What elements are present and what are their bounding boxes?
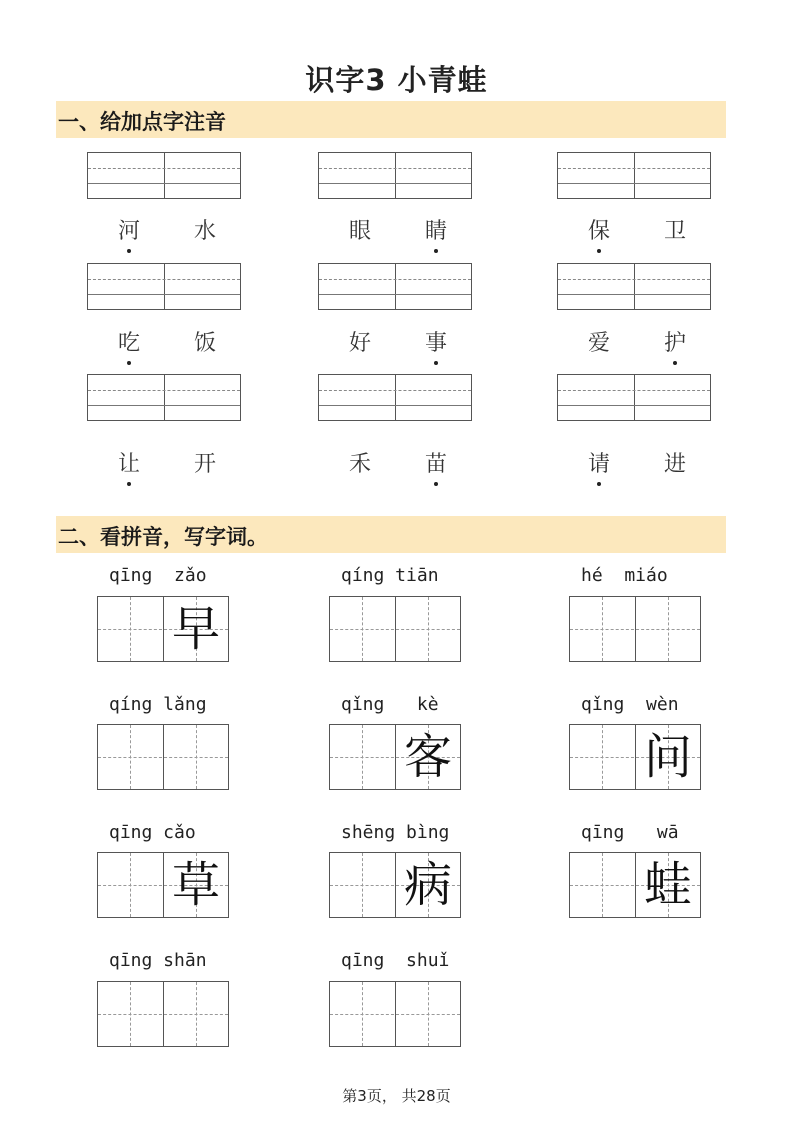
pinyin-writing-grid[interactable] <box>557 263 711 310</box>
character: 饭 <box>193 331 216 356</box>
word-item <box>318 326 472 360</box>
dotted-character: 河 <box>109 214 149 245</box>
written-character <box>570 725 636 789</box>
written-character: 蛙 <box>643 857 692 913</box>
character-writing-box[interactable] <box>569 852 701 918</box>
written-character <box>163 725 229 789</box>
word-item <box>87 326 241 360</box>
dotted-character: 睛 <box>416 214 456 245</box>
pinyin-label: hé miáo <box>581 565 668 586</box>
dotted-character: 护 <box>655 326 695 357</box>
dotted-character: 苗 <box>416 447 456 478</box>
pinyin-writing-grid[interactable] <box>318 374 472 421</box>
pinyin-label: qīng zǎo <box>109 565 207 586</box>
character: 爱 <box>587 331 610 356</box>
word-item <box>87 214 241 248</box>
word-item <box>318 214 472 248</box>
written-character <box>570 597 636 661</box>
written-character <box>395 597 461 661</box>
word-item <box>557 447 711 481</box>
pinyin-label: qīng wā <box>581 822 679 843</box>
section-1-heading: 一、给加点字注音 <box>58 110 226 134</box>
word-item <box>87 447 241 481</box>
character-writing-box[interactable] <box>329 852 461 918</box>
pinyin-writing-grid[interactable] <box>87 152 241 199</box>
written-character: 问 <box>643 729 692 785</box>
character-writing-box[interactable] <box>329 981 461 1047</box>
pinyin-label: qíng tiān <box>341 565 439 586</box>
word-item <box>557 326 711 360</box>
pinyin-label: qíng lǎng <box>109 694 207 715</box>
page-footer: 第3页， 共28页 <box>342 1087 451 1105</box>
pinyin-label: qǐng kè <box>341 694 439 715</box>
character: 水 <box>193 219 216 244</box>
written-character: 客 <box>403 729 452 785</box>
pinyin-writing-grid[interactable] <box>557 152 711 199</box>
written-character <box>330 725 396 789</box>
written-character: 病 <box>403 857 452 913</box>
pinyin-writing-grid[interactable] <box>318 263 472 310</box>
written-character: 早 <box>171 601 220 657</box>
pinyin-writing-grid[interactable] <box>87 374 241 421</box>
character-writing-box[interactable] <box>569 724 701 790</box>
pinyin-writing-grid[interactable] <box>87 263 241 310</box>
character-writing-box[interactable] <box>97 852 229 918</box>
character-writing-box[interactable] <box>329 596 461 662</box>
written-character <box>330 853 396 917</box>
pinyin-label: qīng shān <box>109 950 207 971</box>
dotted-character: 事 <box>416 326 456 357</box>
section-2-header <box>56 516 726 553</box>
pinyin-label: qīng cǎo <box>109 822 196 843</box>
character: 开 <box>193 452 216 477</box>
character-writing-box[interactable] <box>97 596 229 662</box>
dotted-character: 吃 <box>109 326 149 357</box>
written-character <box>98 597 164 661</box>
character: 眼 <box>348 219 371 244</box>
dotted-character: 保 <box>579 214 619 245</box>
written-character <box>570 853 636 917</box>
dotted-character: 让 <box>109 447 149 478</box>
dotted-character: 请 <box>579 447 619 478</box>
written-character <box>98 725 164 789</box>
character: 进 <box>663 452 686 477</box>
written-character <box>395 982 461 1046</box>
pinyin-label: shēng bìng <box>341 822 450 843</box>
written-character <box>98 853 164 917</box>
written-character <box>330 597 396 661</box>
character-writing-box[interactable] <box>329 724 461 790</box>
section-1-header <box>56 101 726 138</box>
pinyin-writing-grid[interactable] <box>318 152 472 199</box>
page-title: 识字3 小青蛙 <box>305 63 488 97</box>
written-character <box>635 597 701 661</box>
pinyin-label: qīng shuǐ <box>341 950 450 971</box>
written-character: 草 <box>171 857 220 913</box>
written-character <box>330 982 396 1046</box>
character: 禾 <box>348 452 371 477</box>
character-writing-box[interactable] <box>97 724 229 790</box>
written-character <box>163 982 229 1046</box>
character: 好 <box>348 331 371 356</box>
character-writing-box[interactable] <box>569 596 701 662</box>
written-character <box>98 982 164 1046</box>
character-writing-box[interactable] <box>97 981 229 1047</box>
word-item <box>318 447 472 481</box>
pinyin-writing-grid[interactable] <box>557 374 711 421</box>
section-2-heading: 二、看拼音，写字词。 <box>58 525 268 549</box>
character: 卫 <box>663 219 686 244</box>
word-item <box>557 214 711 248</box>
pinyin-label: qǐng wèn <box>581 694 679 715</box>
